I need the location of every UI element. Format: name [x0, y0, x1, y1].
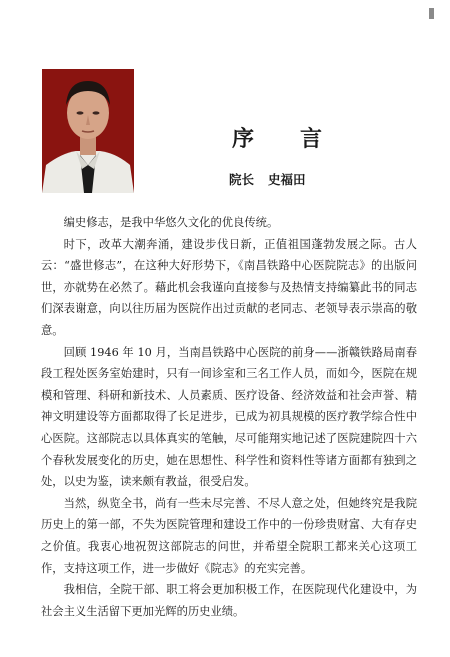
author-line [229, 170, 306, 188]
author-name: 史福田 [268, 172, 306, 187]
preface-body [41, 212, 417, 622]
author-portrait [42, 69, 134, 193]
page-mark [429, 8, 434, 19]
paragraph: 编史修志，是我中华悠久文化的优良传统。 [63, 216, 279, 229]
author-role: 院长 [229, 172, 255, 187]
page-title: 序 言 [232, 126, 335, 152]
paragraph: 时下，改革大潮奔涌，建设步伐日新，正值祖国蓬勃发展之际。古人云：“盛世修志”，在这种大好形势下，《南昌铁路中心医院院志》的出版问世，亦就势在必然了。藉此机会我谨向直接参与及热情支持编纂此书的同志们深表谢意，向以往历届为医院作出过贡献的老同志、老领导表示崇高的敬意。 [41, 237, 417, 337]
paragraph: 回顾 1946 年 10 月，当南昌铁路中心医院的前身——浙赣铁路局南春段工程处医务室始建时，只有一间诊室和三名工作人员，而如今，医院在规模和管理、科研和新技术、人员素质、医疗设备、经济效益和社会声誉、精神文明建设等方面都取得了长足进步，已成为初具规模的医疗教学综合性中心医院。这部院志以具体真实的笔触，尽可能翔实地记述了医院建院四十六个春秋发展变化的历史，她在思想性、科学性和资料性等诸方面都有独到之处，以史为鉴，读来颇有教益，很受启发。 [41, 345, 417, 489]
portrait-photo [42, 69, 134, 193]
paragraph: 当然，纵览全书，尚有一些未尽完善、不尽人意之处，但她终究是我院历史上的第一部，不失为医院管理和建设工作中的一份珍贵财富、大有存史之价值。我衷心地祝贺这部院志的问世，并希望全院职工都来关心这项工作，支持这项工作，进一步做好《院志》的充实完善。 [41, 496, 417, 575]
paragraph: 我相信，全院干部、职工将会更加积极工作，在医院现代化建设中，为社会主义生活留下更加光辉的历史业绩。 [41, 583, 417, 618]
